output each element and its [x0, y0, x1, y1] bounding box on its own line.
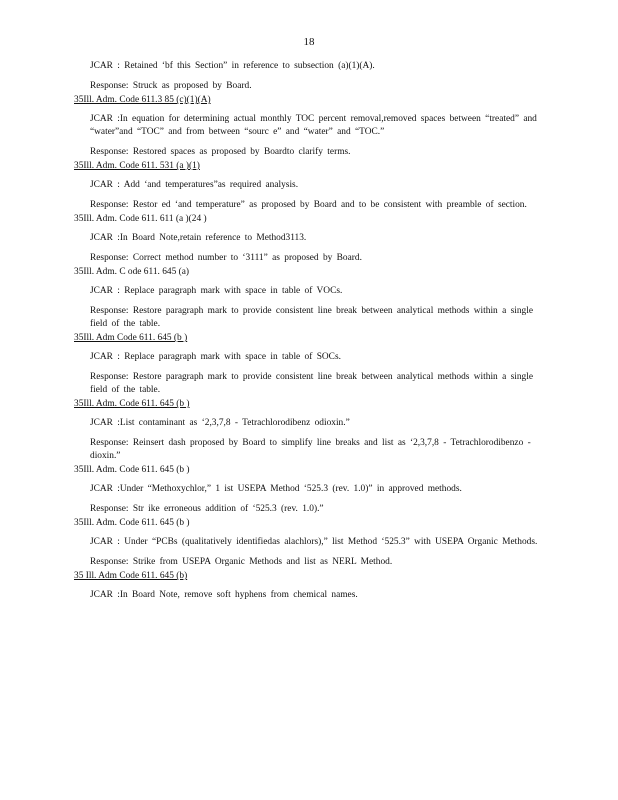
section-citation: 35 Ill. Adm Code 611. 645 (b) [74, 571, 188, 581]
jcar-comment: JCAR :In Board Note,retain reference to Method3113. [90, 233, 307, 243]
page-number: 18 [303, 36, 315, 48]
comment-block [74, 398, 539, 463]
jcar-comment: JCAR :In equation for determining actual monthly TOC percent removal,removed spaces between “treated” and “water”and “TOC” and from between “sourc e” and “water” and “TOC.” [90, 114, 537, 137]
jcar-comment: JCAR :List contaminant as ‘2,3,7,8 - Tetrachlorodibenz odioxin.” [90, 418, 350, 428]
board-response: Response: Strike from USEPA Organic Methods and list as NERL Method. [90, 557, 393, 567]
comment-block [74, 94, 539, 159]
board-response: Response: Struck as proposed by Board. [90, 81, 252, 91]
section-citation: 35Ill. Adm. Code 611. 645 (b ) [74, 399, 190, 409]
board-response: Response: Correct method number to ‘3111” as proposed by Board. [90, 253, 362, 263]
board-response: Response: Restore paragraph mark to provide consistent line break between analytical methods within a single field of the table. [90, 372, 533, 395]
board-response: Response: Restore paragraph mark to provide consistent line break between analytical methods within a single field of the table. [90, 306, 533, 329]
comment-block [74, 60, 539, 93]
document-body [74, 60, 539, 603]
jcar-comment: JCAR : Add ‘and temperatures”as required analysis. [90, 180, 299, 190]
section-citation: 35Ill. Adm. Code 611. 531 (a )(1) [74, 161, 200, 171]
comment-block [74, 517, 539, 569]
board-response: Response: Str ike erroneous addition of ‘525.3 (rev. 1.0).” [90, 504, 324, 514]
jcar-comment: JCAR : Retained ‘bf this Section” in reference to subsection (a)(1)(A). [90, 61, 375, 71]
comment-block [74, 160, 539, 212]
comment-block [74, 332, 539, 397]
section-citation: 35Ill. Adm Code 611. 645 (b ) [74, 333, 188, 343]
jcar-comment: JCAR : Under “PCBs (qualitatively identifiedas alachlors),” list Method ‘525.3” with USEPA Organic Methods. [90, 537, 538, 547]
section-citation: 35Ill. Adm. Code 611. 611 (a )(24 ) [74, 214, 207, 224]
section-citation: 35Ill. Adm. C ode 611. 645 (a) [74, 267, 190, 277]
section-citation: 35Ill. Adm. Code 611. 645 (b ) [74, 518, 190, 528]
comment-block [74, 213, 539, 265]
board-response: Response: Restored spaces as proposed by Boardto clarify terms. [90, 147, 351, 157]
jcar-comment: JCAR : Replace paragraph mark with space in table of VOCs. [90, 286, 343, 296]
section-citation: 35Ill. Adm. Code 611.3 85 (c)(1)(A) [74, 95, 211, 105]
section-citation: 35Ill. Adm. Code 611. 645 (b ) [74, 465, 190, 475]
jcar-comment: JCAR :In Board Note, remove soft hyphens from chemical names. [90, 590, 358, 600]
comment-block [74, 570, 539, 602]
comment-block [74, 266, 539, 331]
board-response: Response: Reinsert dash proposed by Board to simplify line breaks and list as ‘2,3,7,8 - Tetrachlorodibenzo -dioxin.” [90, 438, 531, 461]
board-response: Response: Restor ed ‘and temperature” as proposed by Board and to be consistent with preamble of section. [90, 200, 527, 210]
jcar-comment: JCAR : Replace paragraph mark with space in table of SOCs. [90, 352, 341, 362]
jcar-comment: JCAR :Under “Methoxychlor,” 1 ist USEPA Method ‘525.3 (rev. 1.0)” in approved methods. [90, 484, 462, 494]
comment-block [74, 464, 539, 516]
